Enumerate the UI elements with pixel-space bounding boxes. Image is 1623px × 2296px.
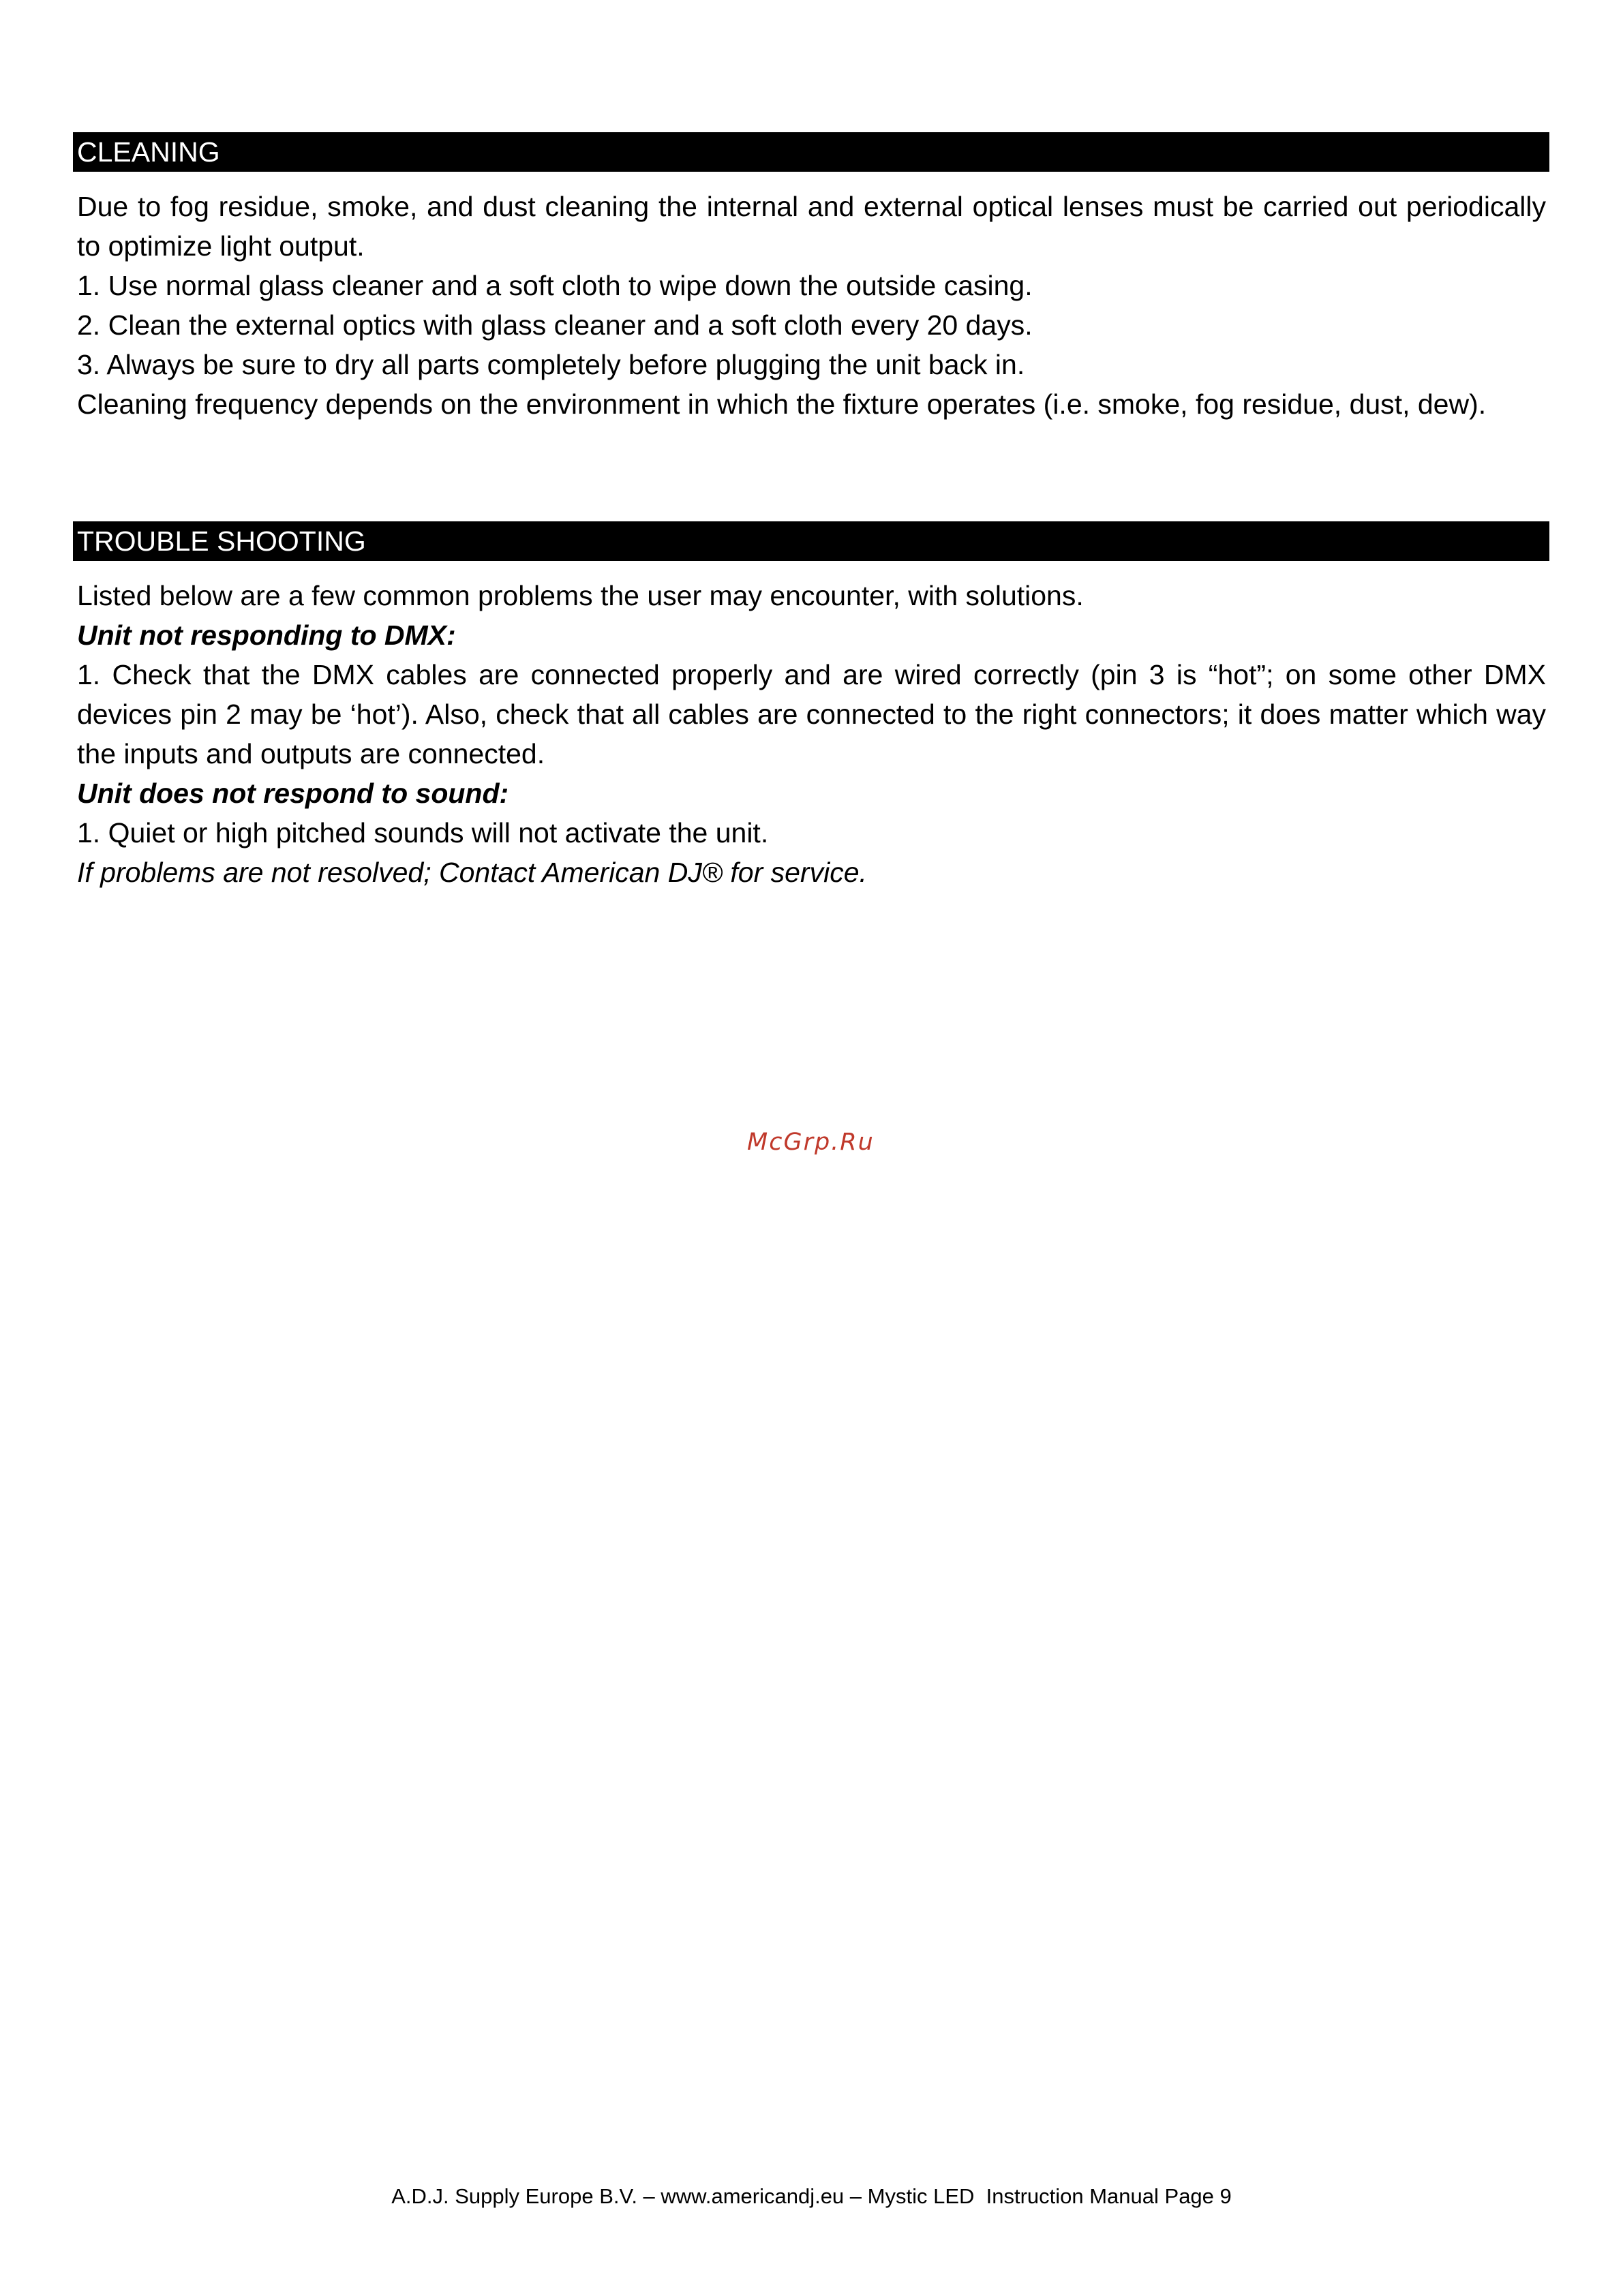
troubleshooting-body	[77, 576, 1546, 892]
contact-note: If problems are not resolved; Contact American DJ® for service.	[77, 857, 867, 888]
cleaning-frequency: Cleaning frequency depends on the environment in which the fixture operates (i.e. smoke, fog residue, dust, dew).	[77, 388, 1487, 420]
cleaning-step-1: 1. Use normal glass cleaner and a soft cloth to wipe down the outside casing.	[77, 270, 1033, 301]
sound-solution-step-1: 1. Quiet or high pitched sounds will not activate the unit.	[77, 817, 769, 848]
troubleshooting-intro: Listed below are a few common problems the user may encounter, with solutions.	[77, 580, 1084, 611]
cleaning-intro: Due to fog residue, smoke, and dust cleaning the internal and external optical lenses must be carried out periodically to optimize light output.	[77, 191, 1546, 262]
troubleshooting-heading: TROUBLE SHOOTING	[73, 521, 1549, 561]
cleaning-step-3: 3. Always be sure to dry all parts completely before plugging the unit back in.	[77, 349, 1025, 380]
cleaning-heading: CLEANING	[73, 132, 1549, 172]
sound-problem-title: Unit does not respond to sound:	[77, 778, 509, 809]
watermark-text: McGrp.Ru	[747, 1129, 875, 1156]
dmx-solution-step-1: 1. Check that the DMX cables are connected properly and are wired correctly (pin 3 is “hot”; on some other DMX devices pin 2 may be ‘hot’). Also, check that all cables are connected to the right connectors; it does matter which way the inputs and outputs are connected.	[77, 659, 1546, 769]
page-footer: A.D.J. Supply Europe B.V. – www.americandj.eu – Mystic LED Instruction Manual Page 9	[391, 2184, 1232, 2208]
cleaning-body	[77, 187, 1546, 424]
dmx-problem-title: Unit not responding to DMX:	[77, 619, 456, 651]
cleaning-step-2: 2. Clean the external optics with glass cleaner and a soft cloth every 20 days.	[77, 309, 1033, 341]
